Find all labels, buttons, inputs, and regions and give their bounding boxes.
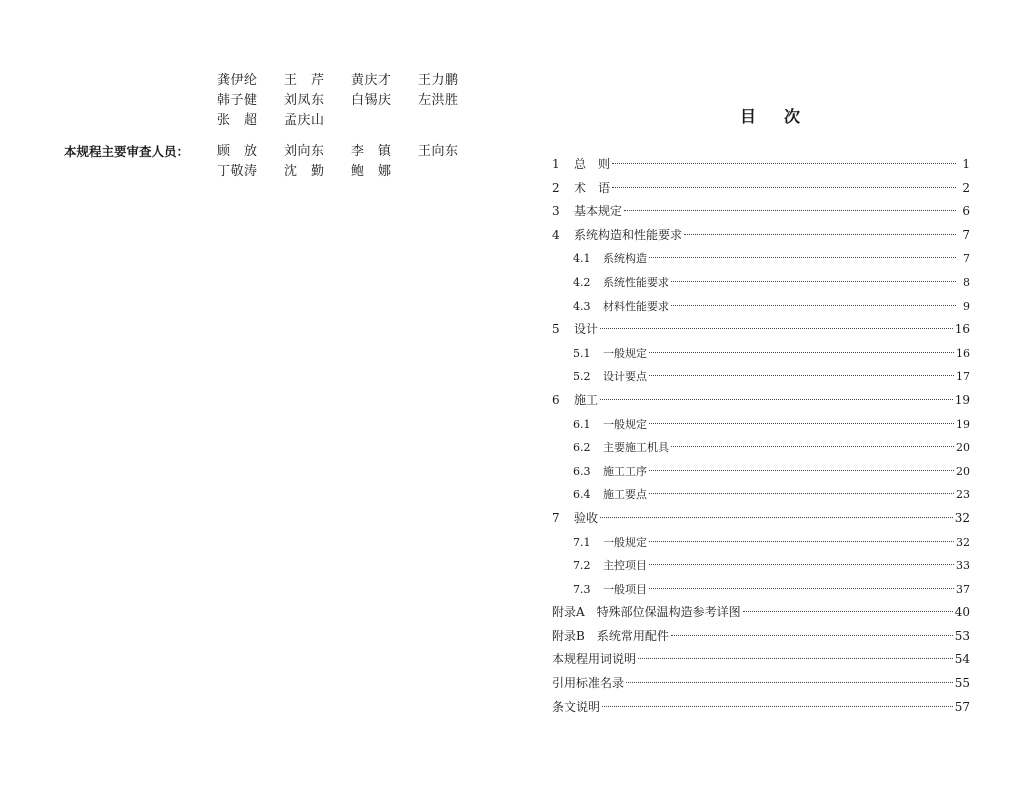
toc-entry[interactable] [552,672,970,696]
toc-entry-number: 4.3 [573,299,591,313]
toc-entry-page: 2 [962,180,970,195]
toc-entry-page: 33 [956,559,970,573]
toc-entry-page: 7 [962,227,970,242]
person-name: 顾 放 [217,144,258,159]
toc-entry-label: 一般项目 [603,582,647,596]
toc-entry[interactable] [552,460,970,484]
toc-entry-number: 6 [552,392,560,407]
toc-entry[interactable] [552,224,970,248]
drafters-list [217,71,485,131]
toc-entry-page: 54 [954,652,970,667]
person-name: 王力鹏 [418,73,459,88]
toc-entry-label: 系统构造 [603,252,647,266]
person-name: 左洪胜 [418,93,459,108]
person-name: 孟庆山 [284,113,325,128]
toc-entry-page: 16 [956,346,970,360]
toc-entry[interactable] [552,531,970,555]
toc-entry-page: 1 [962,157,970,171]
toc-entry-page: 6 [962,204,970,219]
toc-dot-leader [649,352,954,353]
person-name: 韩子健 [217,93,258,108]
toc-entry-number: 7.1 [573,535,591,549]
toc-dot-leader [602,706,953,707]
toc-entry[interactable] [552,247,970,271]
toc-entry-number: 6.1 [573,417,591,431]
toc-dot-leader [612,187,956,188]
toc-entry-number: 4.1 [573,252,591,266]
person-name: 刘凤东 [284,93,325,108]
drafters-row [217,111,485,131]
toc-entry-number: 7.3 [573,582,591,596]
toc-dot-leader [649,588,954,589]
toc-entry-number: 2 [552,180,560,195]
toc-entry-label: 设计要点 [603,370,647,384]
toc-entry-label: 系统性能要求 [603,275,669,289]
toc-entry-page: 9 [963,299,970,313]
reviewers-row [217,142,485,162]
toc-entry-page: 20 [956,441,970,455]
toc-entry-label: 附录A 特殊部位保温构造参考详图 [552,605,741,620]
toc-entry[interactable] [552,318,970,342]
toc-entry-label: 一般规定 [603,417,647,431]
toc-dot-leader [649,541,954,542]
toc-entry-page: 55 [954,676,970,691]
toc-dot-leader [600,517,953,518]
toc-entry-page: 20 [956,464,970,478]
toc-dot-leader [684,234,956,235]
toc-dot-leader [649,375,954,376]
person-name: 张 超 [217,113,258,128]
toc-entry-page: 7 [963,252,970,266]
toc-entry-page: 32 [956,535,970,549]
toc-entry[interactable] [552,601,970,625]
person-name: 王 芹 [284,73,325,88]
reviewers-list [217,142,485,182]
toc-title: 目次 [740,107,829,126]
person-name: 白锡庆 [351,93,392,108]
toc-dot-leader [671,635,953,636]
toc-entry-number: 4.2 [573,275,591,289]
toc-entry-label: 附录B 系统常用配件 [552,628,669,643]
toc-entry-page: 19 [954,392,970,407]
toc-dot-leader [649,470,954,471]
toc-entry[interactable] [552,200,970,224]
person-name: 鲍 娜 [351,164,392,179]
toc-entry[interactable] [552,648,970,672]
toc-dot-leader [638,658,953,659]
person-name: 丁敬涛 [217,164,258,179]
toc-entry-label: 施工 [574,392,599,407]
toc-entry-label: 施工工序 [603,464,647,478]
drafters-row [217,71,485,91]
toc-entry-label: 系统构造和性能要求 [574,227,683,242]
toc-entry[interactable] [552,483,970,507]
toc-entry-label: 本规程用词说明 [552,652,637,667]
toc-entry-label: 一般规定 [603,346,647,360]
toc-entry-label: 基本规定 [574,204,623,219]
toc-entry[interactable] [552,696,970,720]
right-page [512,0,1024,785]
toc-entry[interactable] [552,389,970,413]
toc-entry-number: 5 [552,322,560,337]
toc-dot-leader [600,328,953,329]
toc-dot-leader [671,281,956,282]
toc-entry[interactable] [552,271,970,295]
person-name: 李 镇 [351,144,392,159]
toc-entry-number: 5.1 [573,346,591,360]
toc-dot-leader [743,611,953,612]
toc-entry-number: 5.2 [573,370,591,384]
person-name: 刘向东 [284,144,325,159]
toc-entry-number: 6.4 [573,488,591,502]
toc-entry-label: 主控项目 [603,559,647,573]
reviewers-label: 本规程主要审查人员： [64,144,190,159]
toc-entry[interactable] [552,413,970,437]
toc-entry[interactable] [552,625,970,649]
toc-entry-label: 总 则 [574,157,611,171]
table-of-contents [552,153,970,719]
drafters-row [217,91,485,111]
toc-entry-page: 8 [963,275,970,289]
toc-entry-number: 7.2 [573,559,591,573]
toc-entry-page: 23 [956,488,970,502]
toc-entry-page: 17 [956,370,970,384]
toc-dot-leader [649,564,954,565]
toc-entry[interactable] [552,436,970,460]
toc-entry-number: 4 [552,227,560,242]
toc-entry-page: 32 [954,510,970,525]
toc-entry[interactable] [552,153,970,177]
toc-dot-leader [649,423,954,424]
toc-entry-number: 7 [552,510,560,525]
toc-entry-page: 57 [954,699,970,714]
toc-entry-label: 材料性能要求 [603,299,669,313]
toc-entry[interactable] [552,177,970,201]
reviewers-row [217,162,485,182]
toc-dot-leader [624,210,956,211]
toc-entry[interactable] [552,507,970,531]
toc-entry[interactable] [552,295,970,319]
person-name: 王向东 [418,144,459,159]
person-name: 黄庆才 [351,73,392,88]
toc-dot-leader [649,493,954,494]
toc-entry-page: 16 [954,322,970,337]
toc-entry-label: 引用标准名录 [552,676,625,691]
toc-dot-leader [649,257,956,258]
toc-dot-leader [626,682,953,683]
toc-entry[interactable] [552,554,970,578]
toc-entry-page: 37 [956,582,970,596]
toc-entry[interactable] [552,578,970,602]
toc-entry-number: 3 [552,204,560,219]
toc-entry-label: 术 语 [574,180,611,195]
toc-entry[interactable] [552,365,970,389]
toc-entry-page: 19 [956,417,970,431]
toc-entry-number: 1 [552,157,560,171]
toc-entry-number: 6.2 [573,441,591,455]
toc-entry[interactable] [552,342,970,366]
toc-dot-leader [612,163,956,164]
toc-dot-leader [671,446,954,447]
toc-entry-label: 设计 [574,322,599,337]
toc-entry-label: 主要施工机具 [603,441,669,455]
person-name: 龚伊纶 [217,73,258,88]
toc-entry-page: 40 [954,605,970,620]
toc-entry-label: 条文说明 [552,699,601,714]
toc-dot-leader [671,305,956,306]
person-name: 沈 勤 [284,164,325,179]
toc-dot-leader [600,399,953,400]
toc-entry-page: 53 [954,628,970,643]
toc-entry-number: 6.3 [573,464,591,478]
toc-entry-label: 验收 [574,510,599,525]
toc-entry-label: 施工要点 [603,488,647,502]
toc-entry-label: 一般规定 [603,535,647,549]
